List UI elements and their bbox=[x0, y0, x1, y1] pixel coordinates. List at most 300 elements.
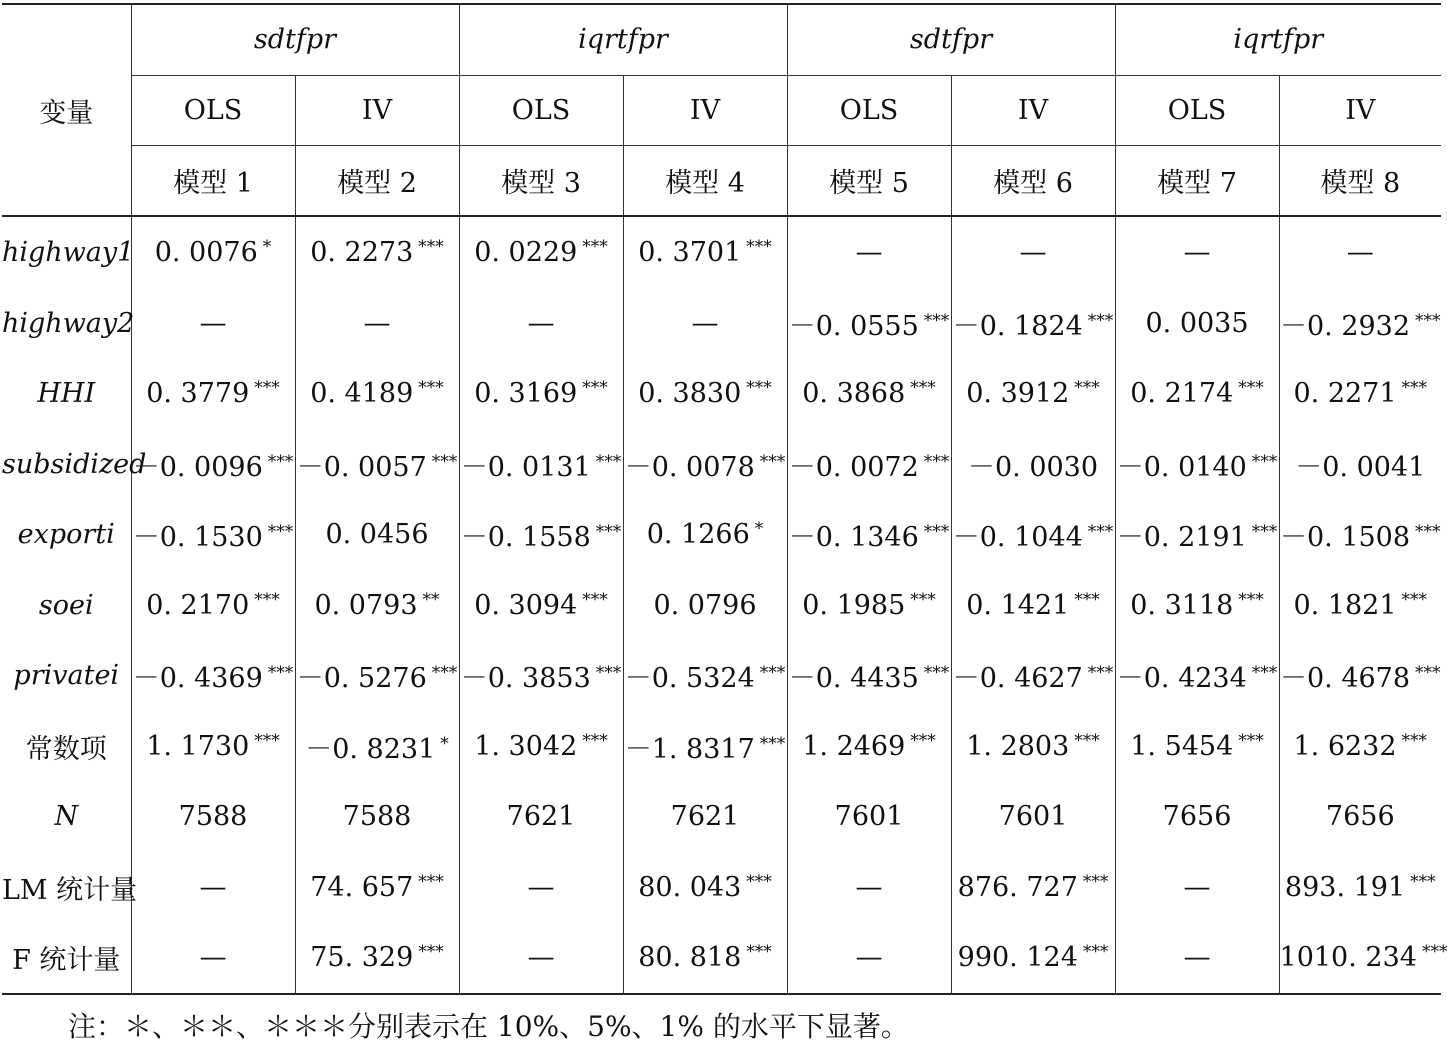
cell-value: －0. 1346 bbox=[788, 522, 919, 554]
significance-stars: *** bbox=[746, 942, 772, 963]
cell-value: 80. 043 bbox=[638, 871, 742, 903]
coefficient-cell bbox=[459, 358, 623, 428]
coefficient-cell bbox=[787, 640, 951, 710]
coefficient-cell bbox=[131, 429, 295, 499]
coefficient-cell bbox=[1279, 781, 1441, 851]
cell-value: 75. 329 bbox=[310, 942, 414, 974]
coefficient-cell bbox=[131, 640, 295, 710]
cell-content bbox=[200, 942, 227, 973]
coefficient-cell bbox=[1115, 781, 1279, 851]
coefficient-cell bbox=[295, 216, 459, 288]
method-header: IV bbox=[1279, 75, 1441, 145]
cell-content bbox=[638, 872, 772, 903]
header-row-dependent-vars bbox=[2, 4, 1441, 75]
cell-content bbox=[625, 727, 786, 766]
cell-value: －0. 4627 bbox=[952, 663, 1083, 695]
cell-content bbox=[474, 378, 608, 409]
table-row bbox=[2, 711, 1441, 781]
cell-content bbox=[200, 872, 227, 903]
cell-content bbox=[528, 308, 555, 339]
coefficient-cell bbox=[295, 852, 459, 922]
cell-content bbox=[1280, 304, 1441, 343]
cell-value: －0. 0041 bbox=[1295, 451, 1426, 483]
significance-stars: *** bbox=[418, 942, 444, 963]
cell-value: －1. 8317 bbox=[624, 733, 755, 765]
coefficient-cell bbox=[1279, 358, 1441, 428]
significance-stars: *** bbox=[923, 522, 950, 543]
cell-value: 7656 bbox=[1162, 801, 1232, 833]
table-row bbox=[2, 852, 1441, 922]
cell-content bbox=[474, 731, 608, 762]
cell-content bbox=[625, 656, 786, 695]
variable-header: 变量 bbox=[2, 4, 131, 216]
significance-stars: *** bbox=[267, 663, 294, 684]
coefficient-cell bbox=[131, 499, 295, 569]
significance-stars: *** bbox=[582, 730, 608, 751]
significance-stars: *** bbox=[595, 522, 622, 543]
cell-value: 0. 3868 bbox=[802, 378, 906, 410]
coefficient-cell bbox=[295, 429, 459, 499]
dep-var-header: iqrtfpr bbox=[1115, 4, 1441, 75]
model-header: 模型 1 bbox=[131, 145, 295, 216]
coefficient-cell bbox=[295, 640, 459, 710]
cell-value: — bbox=[527, 942, 555, 974]
cell-content bbox=[1117, 445, 1278, 484]
cell-value: 0. 2170 bbox=[146, 589, 250, 621]
cell-content bbox=[789, 445, 950, 484]
cell-value: －0. 0057 bbox=[296, 451, 427, 483]
coefficient-cell bbox=[623, 570, 787, 640]
coefficient-cell bbox=[459, 922, 623, 994]
cell-content bbox=[953, 656, 1114, 695]
significance-stars: *** bbox=[1087, 310, 1114, 331]
cell-content bbox=[625, 445, 786, 484]
cell-value: －0. 1824 bbox=[952, 310, 1083, 342]
row-label: 常数项 bbox=[2, 711, 131, 781]
significance-stars: *** bbox=[1087, 663, 1114, 684]
coefficient-cell bbox=[1279, 640, 1441, 710]
method-header: IV bbox=[295, 75, 459, 145]
significance-stars: *** bbox=[759, 451, 786, 472]
cell-value: 0. 1421 bbox=[966, 589, 1070, 621]
coefficient-cell bbox=[295, 358, 459, 428]
cell-content bbox=[133, 445, 294, 484]
significance-stars: *** bbox=[1401, 589, 1428, 610]
cell-content bbox=[1184, 872, 1211, 903]
method-header: OLS bbox=[1115, 75, 1279, 145]
coefficient-cell bbox=[787, 429, 951, 499]
coefficient-cell bbox=[131, 570, 295, 640]
cell-content bbox=[856, 237, 883, 268]
significance-stars: ** bbox=[422, 589, 440, 610]
significance-stars: *** bbox=[1082, 871, 1109, 892]
cell-content bbox=[179, 801, 248, 832]
cell-value: －0. 1508 bbox=[1279, 522, 1411, 554]
coefficient-cell bbox=[1279, 852, 1441, 922]
cell-value: －0. 5324 bbox=[624, 663, 755, 695]
dep-var-header: sdtfpr bbox=[131, 4, 459, 75]
significance-stars: *** bbox=[1074, 378, 1100, 399]
cell-value: －0. 8231 bbox=[305, 733, 436, 765]
cell-content bbox=[802, 731, 936, 762]
coefficient-cell bbox=[1115, 288, 1279, 358]
cell-value: — bbox=[855, 871, 883, 903]
significance-stars: *** bbox=[923, 451, 950, 472]
cell-content bbox=[692, 308, 719, 339]
cell-content bbox=[856, 942, 883, 973]
cell-content bbox=[789, 515, 950, 554]
cell-value: — bbox=[527, 307, 555, 339]
significance-stars: *** bbox=[431, 451, 458, 472]
coefficient-cell bbox=[459, 429, 623, 499]
cell-value: 7621 bbox=[670, 801, 740, 833]
cell-value: 7588 bbox=[342, 801, 412, 833]
significance-stars: *** bbox=[582, 237, 608, 258]
cell-content bbox=[1130, 378, 1264, 409]
cell-value: 0. 0035 bbox=[1145, 307, 1249, 339]
header-row-methods bbox=[2, 75, 1441, 145]
coefficient-cell bbox=[295, 570, 459, 640]
cell-value: — bbox=[855, 237, 883, 269]
cell-value: 7621 bbox=[506, 801, 576, 833]
cell-value: －0. 1558 bbox=[460, 522, 591, 554]
model-header: 模型 2 bbox=[295, 145, 459, 216]
coefficient-cell bbox=[787, 922, 951, 994]
cell-content bbox=[1130, 590, 1264, 621]
cell-value: 7601 bbox=[834, 801, 904, 833]
cell-content bbox=[968, 445, 1098, 484]
cell-value: 1. 3042 bbox=[474, 730, 578, 762]
coefficient-cell bbox=[131, 288, 295, 358]
coefficient-cell bbox=[787, 711, 951, 781]
coefficient-cell bbox=[1115, 358, 1279, 428]
cell-content bbox=[133, 656, 294, 695]
significance-stars: * bbox=[262, 237, 272, 258]
cell-value: －0. 4435 bbox=[788, 663, 919, 695]
cell-content bbox=[528, 872, 555, 903]
method-header: OLS bbox=[787, 75, 951, 145]
cell-value: －0. 0131 bbox=[460, 451, 591, 483]
cell-content bbox=[1280, 942, 1447, 973]
model-header: 模型 6 bbox=[951, 145, 1115, 216]
cell-value: 0. 0796 bbox=[653, 589, 757, 621]
significance-stars: *** bbox=[267, 522, 294, 543]
cell-content bbox=[1117, 656, 1278, 695]
coefficient-cell bbox=[131, 711, 295, 781]
cell-value: －0. 0140 bbox=[1116, 451, 1247, 483]
significance-stars: * bbox=[754, 519, 764, 540]
coefficient-cell bbox=[951, 216, 1115, 288]
cell-value: — bbox=[1346, 237, 1374, 269]
cell-value: — bbox=[199, 942, 227, 974]
cell-value: 0. 0229 bbox=[474, 237, 578, 269]
cell-content bbox=[1326, 801, 1395, 832]
cell-content bbox=[1293, 590, 1427, 621]
cell-content bbox=[1280, 656, 1441, 695]
coefficient-cell bbox=[1115, 499, 1279, 569]
cell-content bbox=[1295, 445, 1425, 484]
significance-stars: *** bbox=[1074, 589, 1100, 610]
coefficient-cell bbox=[295, 711, 459, 781]
cell-content bbox=[1184, 237, 1211, 268]
coefficient-cell bbox=[951, 922, 1115, 994]
coefficient-cell bbox=[459, 781, 623, 851]
cell-value: 0. 3118 bbox=[1130, 589, 1234, 621]
row-label: soei bbox=[2, 570, 131, 640]
cell-value: 1. 6232 bbox=[1293, 730, 1397, 762]
significance-stars: *** bbox=[1401, 730, 1428, 751]
row-label: subsidized bbox=[2, 429, 131, 499]
coefficient-cell bbox=[951, 288, 1115, 358]
significance-stars: *** bbox=[254, 378, 280, 399]
cell-content bbox=[1163, 801, 1232, 832]
coefficient-cell bbox=[951, 640, 1115, 710]
cell-content bbox=[310, 378, 444, 409]
significance-stars: *** bbox=[1238, 730, 1264, 751]
coefficient-cell bbox=[787, 852, 951, 922]
cell-content bbox=[1293, 731, 1427, 762]
cell-content bbox=[155, 237, 272, 268]
cell-value: 893. 191 bbox=[1284, 871, 1406, 903]
cell-content bbox=[966, 378, 1100, 409]
table-row bbox=[2, 922, 1441, 994]
coefficient-cell bbox=[1279, 288, 1441, 358]
cell-content bbox=[789, 304, 950, 343]
cell-content bbox=[325, 519, 428, 550]
coefficient-cell bbox=[1115, 570, 1279, 640]
cell-value: — bbox=[691, 307, 719, 339]
cell-value: －0. 0555 bbox=[788, 310, 919, 342]
cell-content bbox=[953, 515, 1114, 554]
cell-value: — bbox=[363, 307, 391, 339]
coefficient-cell bbox=[623, 358, 787, 428]
significance-stars: *** bbox=[1087, 522, 1114, 543]
cell-value: 0. 3779 bbox=[146, 378, 250, 410]
coefficient-cell bbox=[131, 216, 295, 288]
coefficient-cell bbox=[459, 852, 623, 922]
cell-content bbox=[310, 872, 444, 903]
cell-content bbox=[310, 942, 444, 973]
cell-content bbox=[638, 378, 772, 409]
row-label: highway2 bbox=[2, 288, 131, 358]
coefficient-cell bbox=[787, 570, 951, 640]
significance-stars: *** bbox=[1238, 378, 1264, 399]
table-row bbox=[2, 358, 1441, 428]
cell-content bbox=[647, 519, 764, 550]
cell-content bbox=[958, 872, 1109, 903]
coefficient-cell bbox=[623, 499, 787, 569]
significance-stars: *** bbox=[759, 733, 786, 754]
cell-value: 0. 3912 bbox=[966, 378, 1070, 410]
cell-value: 0. 3169 bbox=[474, 378, 578, 410]
significance-stars: *** bbox=[1251, 663, 1278, 684]
table-row bbox=[2, 570, 1441, 640]
coefficient-cell bbox=[951, 852, 1115, 922]
dep-var-header: sdtfpr bbox=[787, 4, 1115, 75]
cell-value: 7588 bbox=[178, 801, 248, 833]
cell-value: 0. 3701 bbox=[638, 237, 742, 269]
cell-value: 0. 0793 bbox=[314, 589, 418, 621]
cell-content bbox=[461, 445, 622, 484]
significance-stars: *** bbox=[923, 663, 950, 684]
cell-content bbox=[638, 237, 772, 268]
significance-stars: *** bbox=[595, 663, 622, 684]
cell-value: －0. 0078 bbox=[624, 451, 755, 483]
method-header: OLS bbox=[131, 75, 295, 145]
significance-stars: *** bbox=[254, 589, 280, 610]
table-row bbox=[2, 429, 1441, 499]
coefficient-cell bbox=[951, 499, 1115, 569]
coefficient-cell bbox=[951, 570, 1115, 640]
coefficient-cell bbox=[1115, 640, 1279, 710]
cell-content bbox=[507, 801, 576, 832]
cell-content bbox=[789, 656, 950, 695]
coefficient-cell bbox=[131, 852, 295, 922]
cell-value: — bbox=[1183, 237, 1211, 269]
cell-content bbox=[1184, 942, 1211, 973]
cell-content bbox=[835, 801, 904, 832]
cell-value: －0. 1530 bbox=[132, 522, 263, 554]
significance-stars: *** bbox=[1074, 730, 1100, 751]
row-label: HHI bbox=[2, 358, 131, 428]
table-body bbox=[2, 4, 1447, 994]
dep-var-header: iqrtfpr bbox=[459, 4, 787, 75]
significance-stars: *** bbox=[1421, 942, 1447, 963]
cell-content bbox=[200, 308, 227, 339]
cell-content bbox=[146, 378, 280, 409]
significance-stars: *** bbox=[910, 730, 936, 751]
cell-content bbox=[1347, 237, 1374, 268]
cell-value: 80. 818 bbox=[638, 942, 742, 974]
cell-value: －0. 5276 bbox=[296, 663, 427, 695]
cell-value: — bbox=[1183, 871, 1211, 903]
cell-content bbox=[1280, 515, 1441, 554]
coefficient-cell bbox=[295, 288, 459, 358]
cell-content bbox=[966, 731, 1100, 762]
cell-content bbox=[856, 872, 883, 903]
coefficient-cell bbox=[623, 640, 787, 710]
cell-content bbox=[966, 590, 1100, 621]
header-row-models bbox=[2, 145, 1441, 216]
significance-stars: *** bbox=[910, 589, 936, 610]
cell-value: — bbox=[855, 942, 883, 974]
cell-value: 0. 1985 bbox=[802, 589, 906, 621]
coefficient-cell bbox=[295, 922, 459, 994]
significance-stars: *** bbox=[1251, 522, 1278, 543]
cell-value: 0. 1266 bbox=[646, 519, 750, 551]
cell-value: 0. 2273 bbox=[310, 237, 414, 269]
cell-value: 0. 4189 bbox=[310, 378, 414, 410]
cell-value: 1. 1730 bbox=[146, 730, 250, 762]
coefficient-cell bbox=[623, 781, 787, 851]
cell-value: －0. 3853 bbox=[460, 663, 591, 695]
coefficient-cell bbox=[787, 288, 951, 358]
significance-stars: *** bbox=[431, 663, 458, 684]
coefficient-cell bbox=[1279, 429, 1441, 499]
cell-value: 0. 2271 bbox=[1293, 378, 1397, 410]
significance-stars: *** bbox=[923, 310, 950, 331]
significance-stars: *** bbox=[418, 378, 444, 399]
row-label: N bbox=[2, 781, 131, 851]
cell-value: 1. 5454 bbox=[1130, 730, 1234, 762]
model-header: 模型 4 bbox=[623, 145, 787, 216]
coefficient-cell bbox=[787, 216, 951, 288]
cell-content bbox=[297, 445, 458, 484]
cell-value: 0. 3094 bbox=[474, 589, 578, 621]
method-header: IV bbox=[951, 75, 1115, 145]
cell-content bbox=[1293, 378, 1427, 409]
cell-content bbox=[802, 378, 936, 409]
model-header: 模型 7 bbox=[1115, 145, 1279, 216]
coefficient-cell bbox=[951, 781, 1115, 851]
cell-content bbox=[364, 308, 391, 339]
significance-stars: *** bbox=[418, 237, 444, 258]
cell-content bbox=[638, 942, 772, 973]
model-header: 模型 3 bbox=[459, 145, 623, 216]
coefficient-cell bbox=[1115, 216, 1279, 288]
cell-value: －0. 1044 bbox=[952, 522, 1083, 554]
significance-stars: *** bbox=[746, 378, 772, 399]
significance-stars: *** bbox=[910, 378, 936, 399]
cell-value: －0. 0072 bbox=[788, 451, 919, 483]
cell-value: －0. 0096 bbox=[132, 451, 263, 483]
cell-content bbox=[953, 304, 1114, 343]
cell-value: — bbox=[199, 307, 227, 339]
coefficient-cell bbox=[1115, 922, 1279, 994]
cell-content bbox=[1145, 308, 1248, 339]
cell-content bbox=[461, 656, 622, 695]
significance-stars: *** bbox=[582, 378, 608, 399]
coefficient-cell bbox=[623, 852, 787, 922]
coefficient-cell bbox=[951, 429, 1115, 499]
table-row bbox=[2, 640, 1441, 710]
cell-value: －0. 0030 bbox=[967, 451, 1099, 483]
cell-value: — bbox=[199, 871, 227, 903]
method-header: OLS bbox=[459, 75, 623, 145]
cell-content bbox=[297, 656, 458, 695]
coefficient-cell bbox=[131, 922, 295, 994]
cell-value: 990. 124 bbox=[957, 942, 1078, 974]
cell-content bbox=[314, 590, 439, 621]
coefficient-cell bbox=[1279, 216, 1441, 288]
coefficient-cell bbox=[623, 711, 787, 781]
cell-value: 7656 bbox=[1325, 801, 1395, 833]
coefficient-cell bbox=[787, 781, 951, 851]
cell-value: －0. 2191 bbox=[1116, 522, 1247, 554]
model-header: 模型 8 bbox=[1279, 145, 1441, 216]
significance-stars: * bbox=[440, 733, 449, 754]
row-label: highway1 bbox=[2, 216, 131, 288]
coefficient-cell bbox=[623, 429, 787, 499]
coefficient-cell bbox=[459, 499, 623, 569]
cell-value: －0. 4678 bbox=[1279, 663, 1411, 695]
significance-stars: *** bbox=[1238, 589, 1264, 610]
coefficient-cell bbox=[459, 570, 623, 640]
cell-content bbox=[305, 727, 449, 766]
significance-stars: *** bbox=[267, 451, 294, 472]
cell-content bbox=[802, 590, 936, 621]
cell-content bbox=[653, 590, 756, 621]
significance-stars: *** bbox=[1415, 522, 1441, 543]
regression-table bbox=[2, 3, 1447, 995]
significance-stars: *** bbox=[746, 237, 772, 258]
cell-content bbox=[1285, 872, 1436, 903]
cell-content bbox=[671, 801, 740, 832]
cell-value: 0. 0456 bbox=[325, 519, 429, 551]
table-row bbox=[2, 216, 1441, 288]
cell-content bbox=[146, 731, 280, 762]
row-label: privatei bbox=[2, 640, 131, 710]
